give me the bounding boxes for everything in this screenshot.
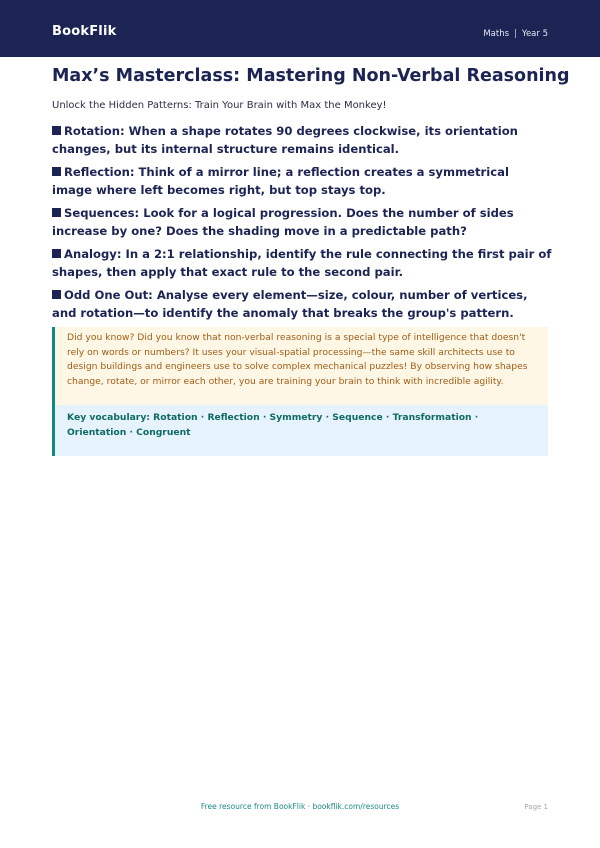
page-header xyxy=(0,0,600,57)
tip-text: Sequences: Look for a logical progression. Does the number of sides increase by one? Does the shading move in a predictable path? xyxy=(52,206,514,238)
page-subtitle: Unlock the Hidden Patterns: Train Your Brain with Max the Monkey! xyxy=(52,100,387,111)
brand-logo: BookFlik xyxy=(52,24,117,39)
tip-text: Reflection: Think of a mirror line; a reflection creates a symmetrical image where left becomes right, but top stays top. xyxy=(52,165,509,197)
tips-list xyxy=(52,122,552,327)
square-bullet-icon xyxy=(52,249,61,258)
tip-reflection xyxy=(52,163,552,199)
fact-callout xyxy=(52,327,548,456)
tip-text: Rotation: When a shape rotates 90 degrees clockwise, its orientation changes, but its internal structure remains identical. xyxy=(52,124,518,156)
tip-text: Odd One Out: Analyse every element—size, colour, number of vertices, and rotation—to identify the anomaly that breaks the group's pattern. xyxy=(52,288,528,320)
did-you-know-box: Did you know? Did you know that non-verbal reasoning is a special type of intelligence that doesn't rely on words or numbers? It uses your visual-spatial processing—the same skill architects use to design buildings and engineers use to solve complex mechanical puzzles! By observing how shapes change, rotate, or mirror each other, you are training your brain to think with incredible agility. xyxy=(55,327,548,405)
square-bullet-icon xyxy=(52,126,61,135)
tip-analogy xyxy=(52,245,552,281)
square-bullet-icon xyxy=(52,208,61,217)
year-label: Year 5 xyxy=(521,29,548,39)
page-number: Page 1 xyxy=(524,803,548,811)
tip-odd-one-out xyxy=(52,286,552,322)
key-vocabulary-box: Key vocabulary: Rotation · Reflection · Symmetry · Sequence · Transformation · Orientation · Congruent xyxy=(55,405,548,456)
square-bullet-icon xyxy=(52,167,61,176)
footer-resource-link[interactable]: Free resource from BookFlik · bookflik.com/resources xyxy=(200,802,400,811)
page-title: Max’s Masterclass: Mastering Non-Verbal Reasoning xyxy=(52,66,570,86)
square-bullet-icon xyxy=(52,290,61,299)
tip-text: Analogy: In a 2:1 relationship, identify the rule connecting the first pair of shapes, then apply that exact rule to the second pair. xyxy=(52,247,552,279)
header-meta xyxy=(483,29,548,39)
tip-rotation xyxy=(52,122,552,158)
subject-label: Maths xyxy=(483,29,510,39)
tip-sequences xyxy=(52,204,552,240)
meta-separator: | xyxy=(514,29,517,39)
